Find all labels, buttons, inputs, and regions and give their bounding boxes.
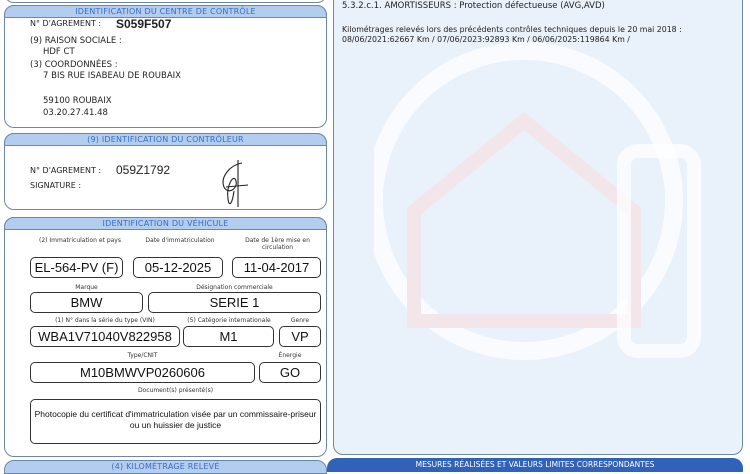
- previous-section-box: [4, 0, 327, 3]
- signature-image: [212, 155, 252, 210]
- marque-value: BMW: [30, 292, 143, 313]
- vin-value: WBA1V71040V822958: [30, 326, 180, 347]
- address-line2: 59100 ROUBAIX: [43, 96, 112, 106]
- controller-agrement-value: 059Z1792: [116, 163, 171, 177]
- vehicle-header: IDENTIFICATION DU VÉHICULE: [4, 217, 327, 230]
- date-first-label: Date de 1ère mise en circulation: [245, 237, 310, 251]
- address-line1: 7 BIS RUE ISABEAU DE ROUBAIX: [43, 71, 181, 81]
- date-immat-label: Date d'immatriculation: [145, 237, 215, 244]
- categorie-value: M1: [183, 326, 274, 347]
- controller-header: (9) IDENTIFICATION DU CONTRÔLEUR: [4, 133, 327, 146]
- defect-line: 5.3.2.c.1. AMORTISSEURS : Protection défectueuse (AVG,AVD): [342, 1, 605, 11]
- genre-label: Genre: [290, 317, 310, 324]
- documents-label: Document(s) présenté(s): [137, 387, 214, 394]
- km-history-line1: Kilométrages relevés lors des précédents contrôles techniques depuis le 20 mai 2018 :: [342, 25, 682, 34]
- categorie-label: (5) Catégorie internationale: [187, 317, 271, 324]
- signature-label: SIGNATURE :: [30, 181, 82, 190]
- date-first-value: 11-04-2017: [232, 257, 321, 278]
- genre-value: VP: [279, 326, 321, 347]
- km-header: (4) KILOMÉTRAGE RELEVÉ: [4, 460, 327, 474]
- raison-value: HDF CT: [43, 47, 75, 57]
- designation-label: Désignation commerciale: [196, 284, 273, 291]
- controller-agrement-label: N° D'AGREMENT :: [30, 166, 102, 175]
- immat-value: EL-564-PV (F): [30, 257, 123, 278]
- marque-label: Marque: [75, 284, 98, 291]
- vin-label: (1) N° dans la série du type (VIN): [55, 317, 155, 324]
- documents-value: Photocopie du certificat d'immatriculation visée par un commissaire-priseur ou un huissier de justice: [30, 399, 321, 444]
- measures-header: MESURES RÉALISÉES ET VALEURS LIMITES CORRESPONDANTES: [327, 458, 743, 472]
- center-agrement-value: S059F507: [116, 17, 172, 31]
- phone: 03.20.27.41.48: [43, 108, 108, 118]
- center-agrement-label: N° D'AGREMENT :: [30, 19, 102, 28]
- energie-label: Énergie: [278, 352, 302, 359]
- raison-label: (9) RAISON SOCIALE :: [30, 36, 122, 46]
- date-immat-value: 05-12-2025: [133, 257, 223, 278]
- km-history-line2: 08/06/2021:62667 Km / 07/06/2023:92893 Km / 06/06/2025:119864 Km /: [342, 35, 630, 44]
- type-label: Type/CNIT: [127, 352, 158, 359]
- type-value: M10BMWVP0260606: [30, 362, 255, 383]
- center-header: IDENTIFICATION DU CENTRE DE CONTRÔLE: [4, 5, 327, 18]
- designation-value: SERIE 1: [148, 292, 321, 313]
- immat-label: (2) Immatriculation et pays: [39, 237, 121, 244]
- watermark-logo: [374, 31, 714, 411]
- energie-value: GO: [259, 362, 321, 383]
- defects-panel: [333, 0, 743, 455]
- coord-label: (3) COORDONNÉES :: [30, 60, 118, 70]
